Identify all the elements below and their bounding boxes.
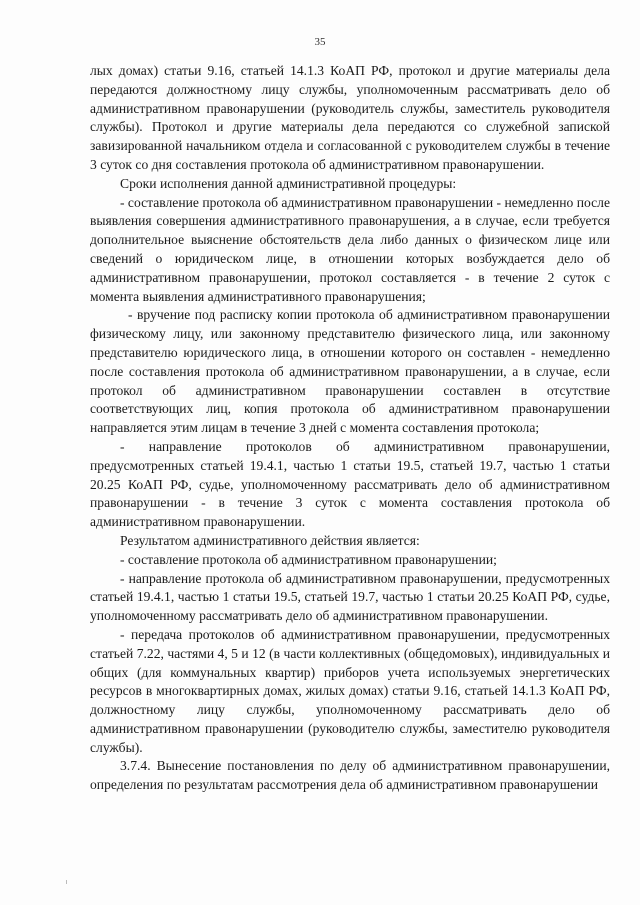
paragraph-result-protocol: - составление протокола об административном правонарушении; — [120, 551, 497, 567]
section-heading-3-7-4: 3.7.4. Вынесение постановления по делу об административном правонарушении, определения по результатам рассмотрения дела об административном правонарушении — [90, 758, 610, 793]
paragraph-deadline-court: - направление протоколов об административном правонарушении, предусмотренных статьей 19.4.1, частью 1 статьи 19.5, статьей 19.7, частью 1 статьи 20.25 КоАП РФ, судье, уполномоченному рассматривать дело об административном правонарушении - в течение 3 суток с момента составления протокола об административном правонарушении. — [90, 438, 610, 530]
paragraph-deadline-copy: - вручение под расписку копии протокола об административном правонарушении физическому лицу, или законному представителю физического лица, или законному представителю юридического лица, в отношении которого он составлен - немедленно после составления протокола об административном правонарушении, а в случае, если протокол об административном правонарушении составлен в отсутствие соответствующих лиц, копия протокола об административном правонарушении направляется этим лицам в течение 3 дней с момента составления протокола; — [90, 307, 610, 436]
paragraph-result-court: - направление протокола об административном правонарушении, предусмотренных статьей 19.4.1, частью 1 статьи 19.5, статьей 19.7, частью 1 статьи 20.25 КоАП РФ, судье, уполномоченному рассматривать дело об административном правонарушении. — [90, 570, 610, 624]
page-number: 35 — [314, 36, 326, 48]
paragraph-deadline-protocol: - составление протокола об административном правонарушении - немедленно после выявления совершения административного правонарушения, а в случае, если требуется дополнительное выяснение обстоятельств дела либо данных о физическом лице или сведений о юридическом лице, в отношении которых возбуждается дело об административном правонарушении, протокол составляется - в течение 2 суток с момента выявления административного правонарушения; — [90, 194, 610, 304]
scan-artifact — [66, 880, 67, 884]
paragraph-continuation: лых домах) статьи 9.16, статьей 14.1.3 КоАП РФ, протокол и другие материалы дела передаются должностному лицу службы, уполномоченным рассматривать дело об административном правонарушении (руководитель службы, заместитель руководителя службы). Протокол и другие материалы дела передаются со служебной запиской завизированной начальником отдела и согласованной с руководителем службы в течение 3 суток со дня составления протокола об административном правонарушении. — [90, 63, 610, 172]
paragraph-result-heading: Результатом административного действия является: — [120, 532, 420, 548]
document-body — [90, 62, 610, 795]
paragraph-deadlines-heading: Сроки исполнения данной административной процедуры: — [120, 175, 457, 191]
paragraph-result-transfer: - передача протоколов об административном правонарушении, предусмотренных статьей 7.22, частями 4, 5 и 12 (в части коллективных (общедомовых), индивидуальных и общих (для коммунальных квартир) приборов учета используемых энергетических ресурсов в многоквартирных домах, жилых домах) статьи 9.16, статьей 14.1.3 КоАП РФ, должностному лицу службы, уполномоченному рассматривать дело об административном правонарушении (руководителю службы, заместителю руководителя службы). — [90, 626, 610, 755]
